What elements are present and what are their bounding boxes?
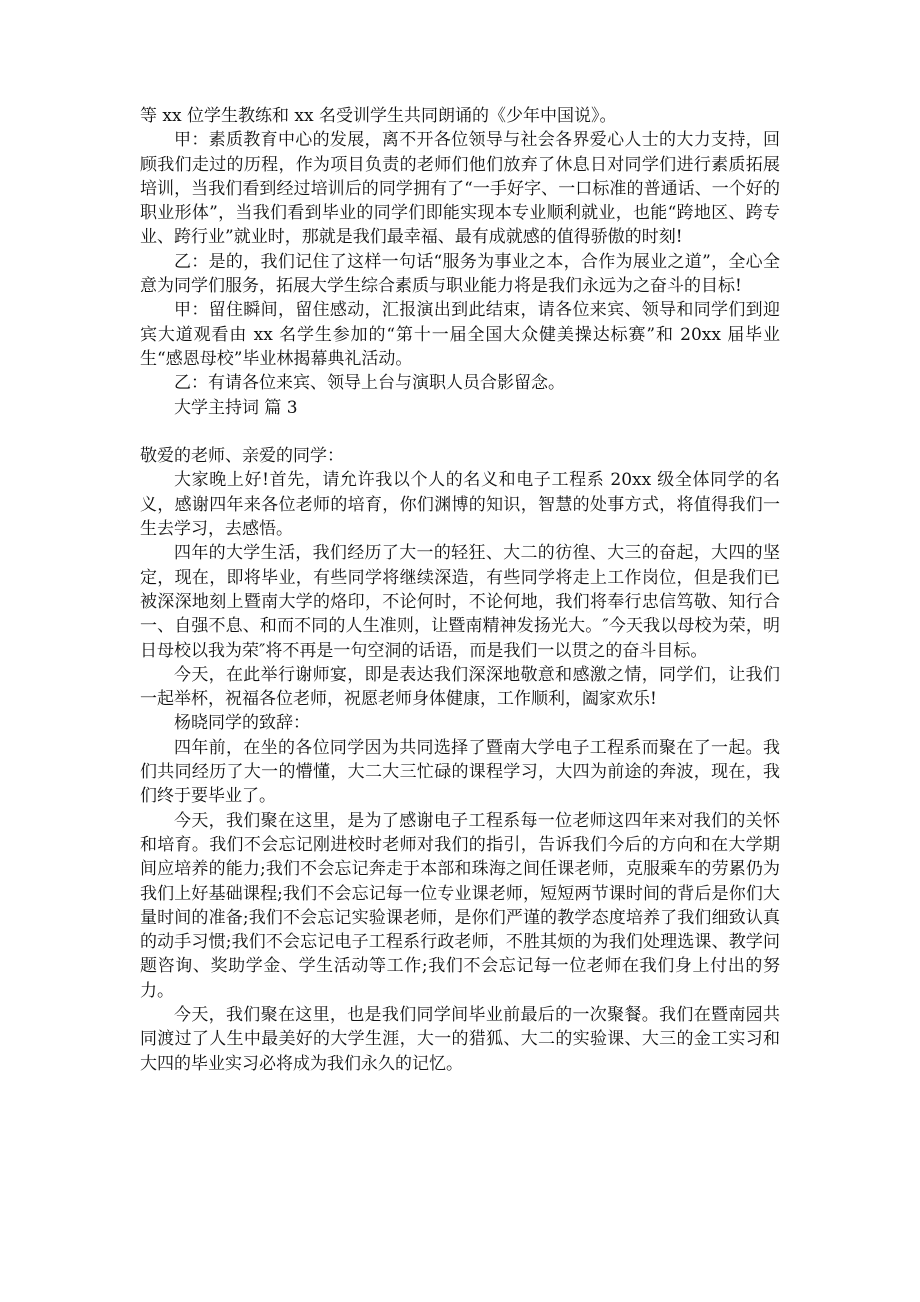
- paragraph-yi-photo: 乙：有请各位来宾、领导上台与演职人员合影留念。: [174, 373, 565, 394]
- paragraph-yi-service: 乙：是的，我们记住了这样一句话“服务为事业之本，合作为展业之道”，全心全意为同学们服务，拓展大学生综合素质与职业能力将是我们永远为之奋斗的目标!: [140, 251, 780, 297]
- speech-title: 杨晓同学的致辞：: [174, 713, 310, 734]
- paragraph-four-years: 四年的大学生活，我们经历了大一的轻狂、大二的彷徨、大三的奋起，大四的坚定，现在，即将毕业，有些同学将继续深造，有些同学将走上工作岗位，但是我们已被深深地刻上暨南大学的烙印，不论何时，不论何地，我们将奉行忠信笃敬、知行合一、自强不息、和而不同的人生准则，让暨南精神发扬光大。″今天我以母校为荣，明日母校以我为荣″将不再是一句空洞的话语，而是我们一以贯之的奋斗目标。: [140, 543, 780, 661]
- blank-line: [140, 420, 780, 444]
- paragraph-thanks-teachers: 今天，我们聚在这里，是为了感谢电子工程系每一位老师这四年来对我们的关怀和培育。我们不会忘记刚进校时老师对我们的指引，告诉我们今后的方向和在大学期间应培养的能力;我们不会忘记奔走于本部和珠海之间任课老师，克服乘车的劳累仍为我们上好基础课程;我们不会忘记每一位专业课老师，短短两节课时间的背后是你们大量时间的准备;我们不会忘记实验课老师，是你们严谨的教学态度培养了我们细致认真的动手习惯;我们不会忘记电子工程系行政老师，不胜其烦的为我们处理选课、教学问题咨询、奖助学金、学生活动等工作;我们不会忘记每一位老师在我们身上付出的努力。: [140, 810, 780, 1001]
- paragraph-greeting: 大家晚上好!首先，请允许我以个人的名义和电子工程系 20xx 级全体同学的名义，感谢四年来各位老师的培育，你们渊博的知识，智慧的处事方式，将值得我们一生去学习，去感悟。: [140, 470, 780, 540]
- salutation: 敬爱的老师、亲爱的同学：: [140, 446, 344, 467]
- paragraph-jia-development: 甲：素质教育中心的发展，离不开各位领导与社会各界爱心人士的大力支持，回顾我们走过的历程，作为项目负责的老师们他们放弃了休息日对同学们进行素质拓展培训，当我们看到经过培训后的同学拥有了“一手好字、一口标准的普通话、一个好的职业形体”，当我们看到毕业的同学们即能实现本专业顺利就业，也能“跨地区、跨专业、跨行业”就业时，那就是我们最幸福、最有成就感的值得骄傲的时刻!: [140, 130, 780, 248]
- document-body: [140, 104, 780, 1076]
- paragraph-four-years-ago: 四年前，在坐的各位同学因为共同选择了暨南大学电子工程系而聚在了一起。我们共同经历了大一的懵懂，大二大三忙碌的课程学习，大四为前途的奔波，现在，我们终于要毕业了。: [140, 737, 780, 807]
- paragraph-jia-closing: 甲：留住瞬间，留住感动，汇报演出到此结束，请各位来宾、领导和同学们到迎宾大道观看由 xx 名学生参加的“第十一届全国大众健美操达标赛”和 20xx 届毕业生“感恩母校”毕业林揭幕典礼活动。: [140, 300, 780, 369]
- paragraph-toast: 今天，在此举行谢师宴，即是表达我们深深地敬意和感激之情，同学们，让我们一起举杯，祝福各位老师，祝愿老师身体健康，工作顺利，阖家欢乐!: [140, 664, 780, 710]
- paragraph-last-dinner: 今天，我们聚在这里，也是我们同学间毕业前最后的一次聚餐。我们在暨南园共同渡过了人生中最美好的大学生涯，大一的猎狐、大二的实验课、大三的金工实习和大四的毕业实习必将成为我们永久的记忆。: [140, 1004, 780, 1074]
- paragraph-recitation: 等 xx 位学生教练和 xx 名受训学生共同朗诵的《少年中国说》。: [140, 106, 617, 126]
- section-heading: 大学主持词 篇 3: [174, 397, 298, 418]
